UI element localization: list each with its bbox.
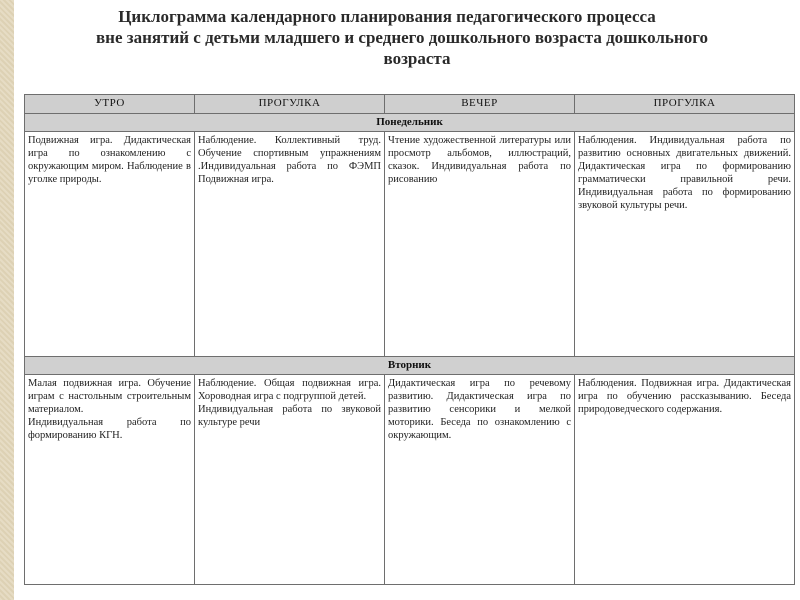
day-label: Вторник	[25, 357, 795, 375]
cell-text: Наблюдение. Коллективный труд. Обучение спортивным упражнениям .Индивидуальная работа по ФЭМП Подвижная игра.	[198, 135, 381, 185]
cell-text: Индивидуальная работа по звуковой культуре речи	[198, 404, 381, 428]
table-cell	[575, 132, 795, 357]
table-cell	[25, 132, 195, 357]
table-cell	[25, 375, 195, 585]
title-line-1: Циклограмма календарного планирования педагогического процесса	[118, 7, 656, 26]
cell-text: Наблюдение. Общая подвижная игра. Хороводная игра с подгруппой детей.	[198, 378, 381, 402]
title-line-3: возраста	[383, 49, 451, 68]
title-line-2: вне занятий с детьми младшего и среднего дошкольного возраста дошкольного	[96, 28, 708, 47]
cell-text: Малая подвижная игра. Обучение играм с настольным строительным материалом.	[28, 378, 191, 415]
cell-text: Дидактическая игра по речевому развитию. Дидактическая игра по развитию сенсорики и мелкой моторики. Беседа по ознакомлению с окружающим.	[388, 378, 571, 441]
column-header: УТРО	[25, 95, 195, 114]
table-cell	[575, 375, 795, 585]
table-cell	[385, 132, 575, 357]
cell-text: Чтение художественной литературы или просмотр альбомов, иллюстраций, сказок. Индивидуальная работа по рисованию	[388, 135, 571, 185]
table-cell	[385, 375, 575, 585]
day-row-tuesday	[25, 357, 795, 375]
cell-text: Наблюдения. Индивидуальная работа по развитию основных двигательных движений. Дидактическая игра по формированию грамматически правильной речи. Индивидуальная работа по формированию звуковой культуры речи.	[578, 135, 791, 211]
column-header: ВЕЧЕР	[385, 95, 575, 114]
table-cell	[195, 375, 385, 585]
schedule-table	[24, 94, 795, 585]
page-title	[14, 6, 790, 69]
slide	[14, 0, 790, 600]
table-row	[25, 132, 795, 357]
cell-text: Индивидуальная работа по формированию КГН.	[28, 417, 191, 441]
day-row-monday	[25, 114, 795, 132]
cell-text: Подвижная игра. Дидактическая игра по ознакомлению с окружающим миром. Наблюдение в уголке природы.	[28, 135, 191, 185]
column-header: ПРОГУЛКА	[195, 95, 385, 114]
table-row	[25, 375, 795, 585]
header-row	[25, 95, 795, 114]
day-label: Понедельник	[25, 114, 795, 132]
table-cell	[195, 132, 385, 357]
cell-text: Наблюдения. Подвижная игра. Дидактическая игра по обучению рассказыванию. Беседа природоведческого содержания.	[578, 378, 791, 415]
column-header: ПРОГУЛКА	[575, 95, 795, 114]
